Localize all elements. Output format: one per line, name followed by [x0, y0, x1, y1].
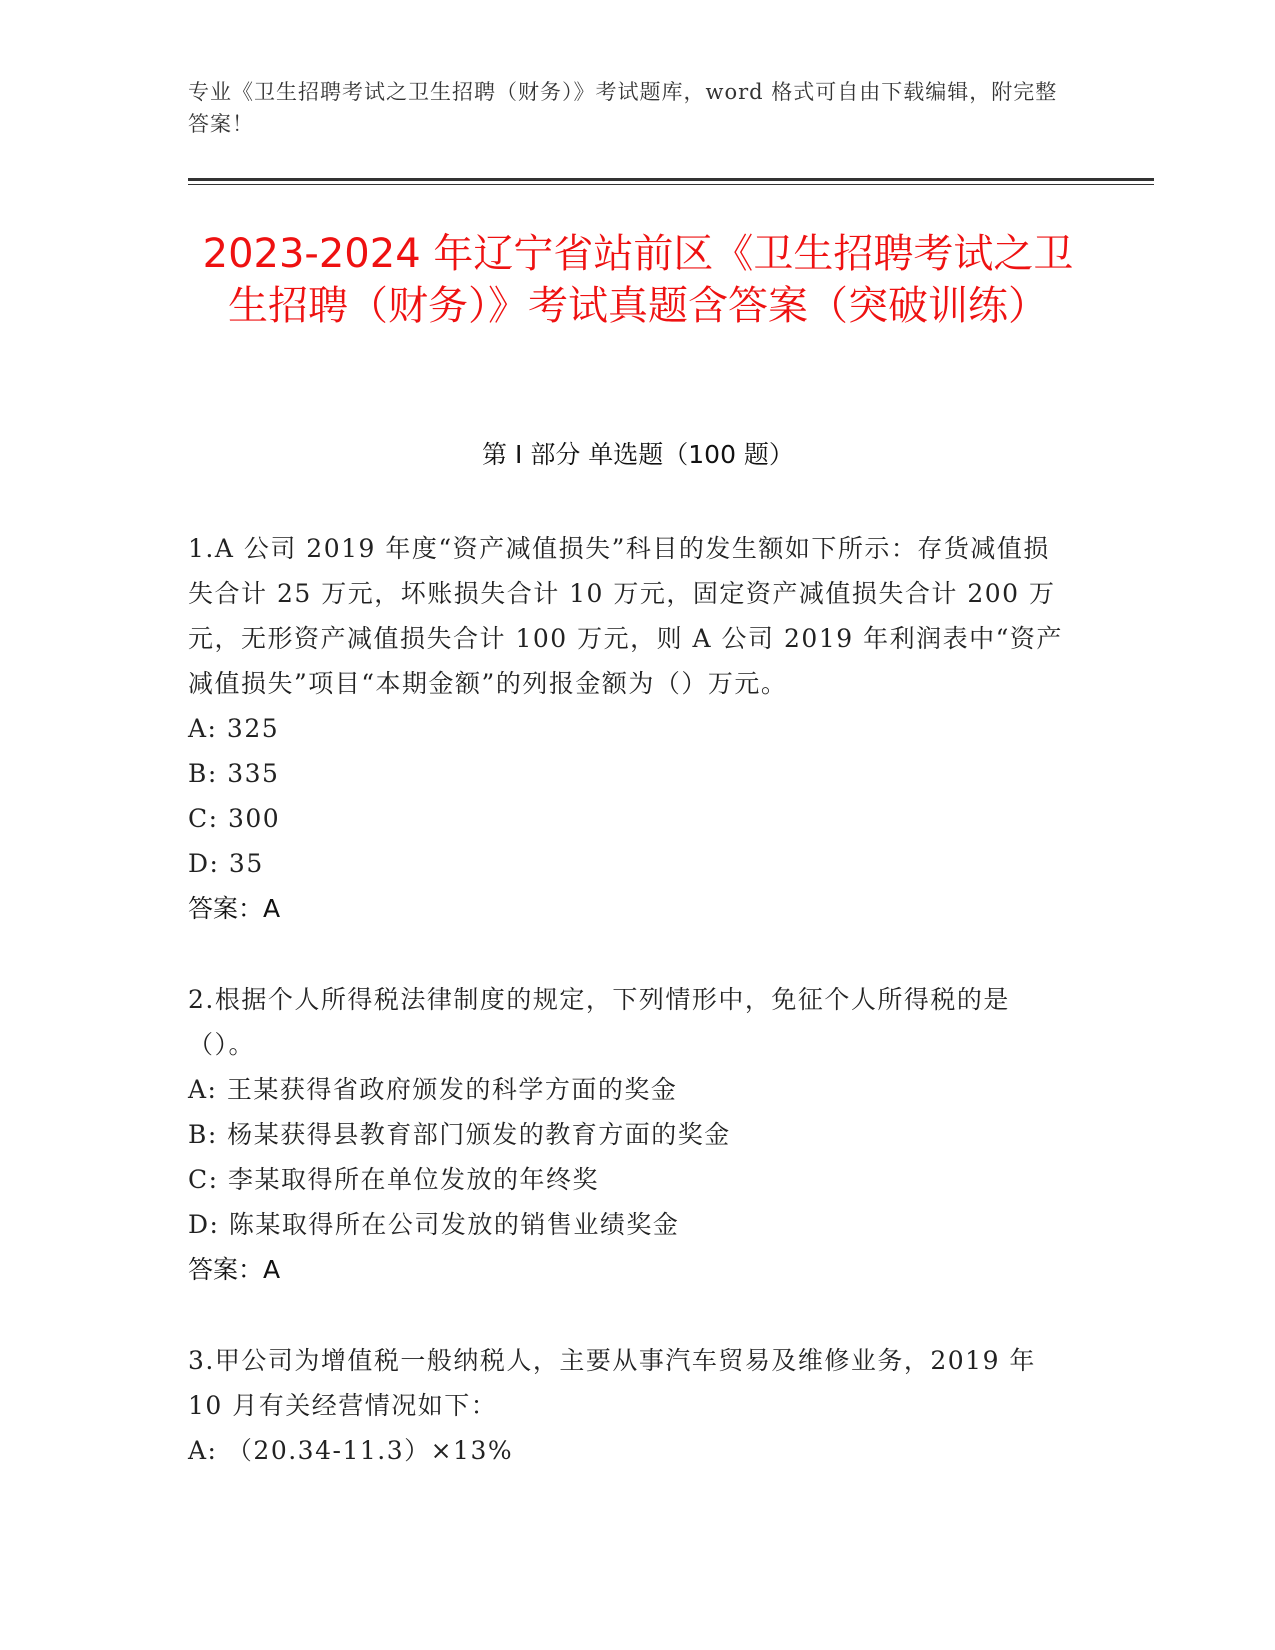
answer-line: 答案：A [188, 894, 281, 923]
question-2 [188, 977, 1068, 1292]
question-stem: 1.A 公司 2019 年度“资产减值损失”科目的发生额如下所示：存货减值损失合计 25 万元，坏账损失合计 10 万元，固定资产减值损失合计 200 万元，无形资产减值损失合计 100 万元，则 A 公司 2019 年利润表中“资产减值损失”项目“本期金额”的列报金额为（）万元。 [188, 534, 1063, 698]
question-stem: 3.甲公司为增值税一般纳税人，主要从事汽车贸易及维修业务，2019 年 10 月有关经营情况如下： [188, 1346, 1036, 1420]
header-divider-thin [188, 184, 1154, 185]
question-stem: 2.根据个人所得税法律制度的规定，下列情形中，免征个人所得税的是（）。 [188, 985, 1010, 1059]
option-c: C: 李某取得所在单位发放的年终奖 [188, 1165, 599, 1194]
header-note: 专业《卫生招聘考试之卫生招聘（财务）》考试题库，word 格式可自由下载编辑，附完整答案！ [188, 80, 1058, 136]
question-list [188, 526, 1068, 1519]
option-a: A: （20.34-11.3）×13% [188, 1436, 514, 1465]
option-b: B: 杨某获得县教育部门颁发的教育方面的奖金 [188, 1120, 731, 1149]
header-divider-thick [188, 178, 1154, 181]
option-d: D: 35 [188, 849, 264, 878]
option-b: B: 335 [188, 759, 280, 788]
document-title: 2023-2024 年辽宁省站前区《卫生招聘考试之卫生招聘（财务）》考试真题含答案（突破训练） [202, 231, 1074, 329]
option-a: A: 325 [188, 714, 280, 743]
answer-line: 答案：A [188, 1255, 281, 1284]
question-1 [188, 526, 1068, 931]
option-d: D: 陈某取得所在公司发放的销售业绩奖金 [188, 1210, 680, 1239]
option-a: A: 王某获得省政府颁发的科学方面的奖金 [188, 1075, 678, 1104]
question-3 [188, 1338, 1068, 1473]
option-c: C: 300 [188, 804, 281, 833]
section-title: 第 I 部分 单选题（100 题） [482, 440, 794, 469]
